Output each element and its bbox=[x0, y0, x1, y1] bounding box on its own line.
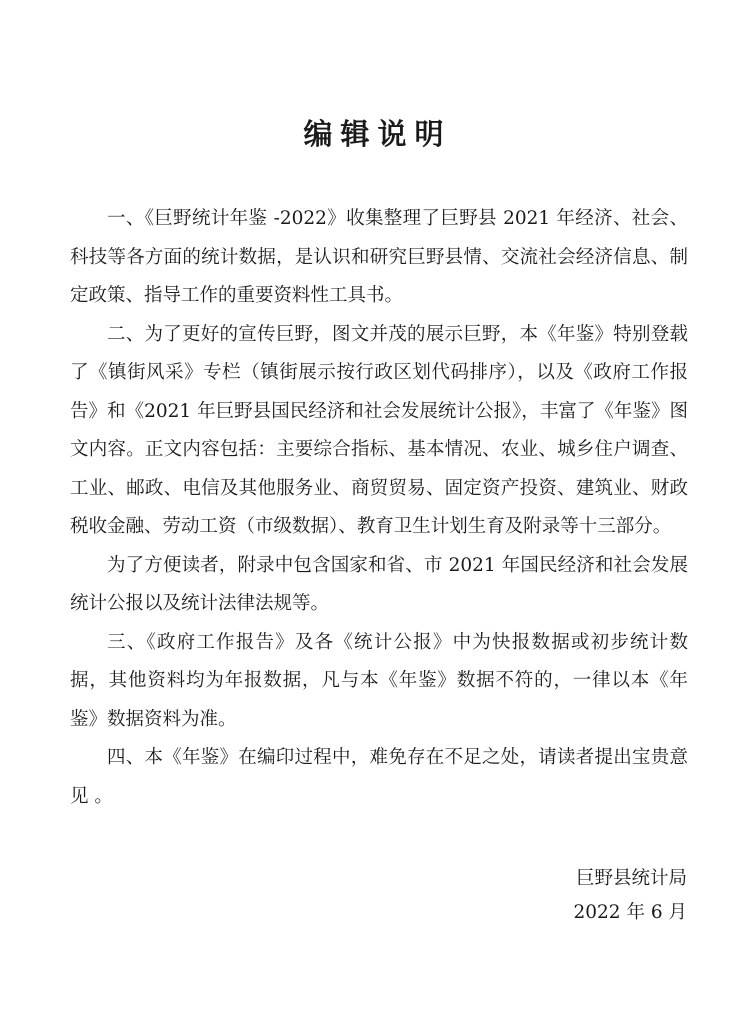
paragraph-3: 为了方便读者，附录中包含国家和省、市 2021 年国民经济和社会发展统计公报以及统计法律法规等。 bbox=[70, 554, 688, 614]
paragraph-5: 四、本《年鉴》在编印过程中，难免存在不足之处，请读者提出宝贵意见 。 bbox=[70, 747, 688, 807]
document-body bbox=[70, 200, 688, 816]
paragraph-2: 二、为了更好的宣传巨野，图文并茂的展示巨野，本《年鉴》特别登载了《镇街风采》专栏（镇街展示按行政区划代码排序），以及《政府工作报告》和《2021 年巨野县国民经济和社会发展统计公报》，丰富了《年鉴》图文内容。正文内容包括：主要综合指标、基本情况、农业、城乡住户调查、工业、邮政、电信及其他服务业、商贸贸易、固定资产投资、建筑业、财政税收金融、劳动工资（市级数据）、教育卫生计划生育及附录等十三部分。 bbox=[70, 323, 688, 537]
signature-date: 2022 年 6 月 bbox=[573, 902, 687, 923]
signature-organization: 巨野县统计局 bbox=[575, 868, 687, 889]
page-title: 编辑说明 bbox=[303, 117, 452, 151]
paragraph-4: 三、《政府工作报告》及各《统计公报》中为快报数据或初步统计数据，其他资料均为年报数据，凡与本《年鉴》数据不符的，一律以本《年鉴》数据资料为准。 bbox=[70, 631, 688, 730]
paragraph-1: 一、《巨野统计年鉴 -2022》收集整理了巨野县 2021 年经济、社会、科技等各方面的统计数据，是认识和研究巨野县情、交流社会经济信息、制定政策、指导工作的重要资料性工具书。 bbox=[70, 208, 688, 306]
signature-block bbox=[574, 862, 688, 930]
